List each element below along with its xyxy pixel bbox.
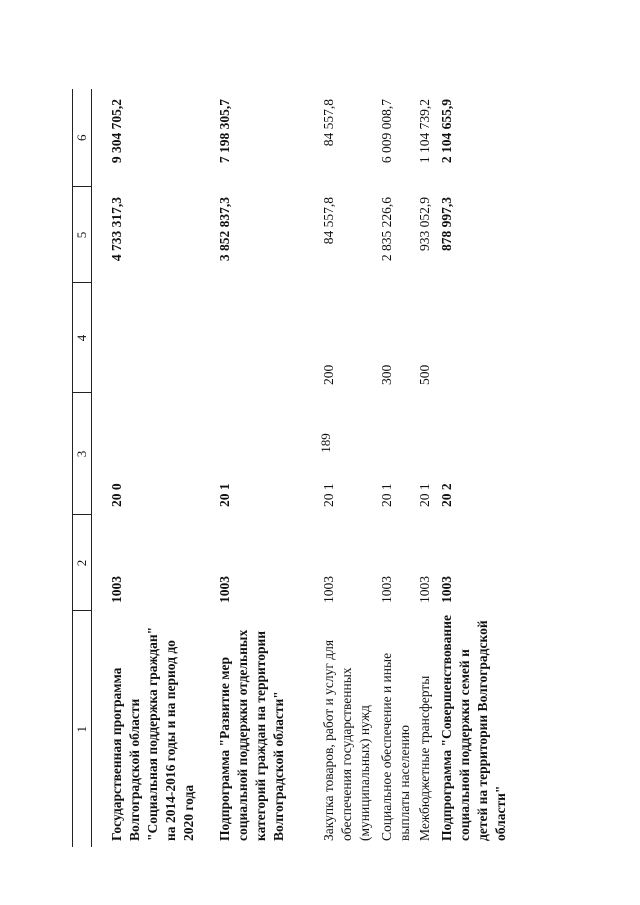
row-section-code: 1003 xyxy=(379,576,394,603)
table-header-row xyxy=(73,89,92,847)
row-name: Закупка товаров, работ и услуг для обеспечения государственных (муниципальных) нужд xyxy=(321,639,372,841)
row-value-2015: 3 852 837,3 xyxy=(217,197,232,262)
row-expense-type: 200 xyxy=(321,364,336,385)
row-section-code: 1003 xyxy=(417,576,432,603)
row-program-code: 20 1 xyxy=(321,483,336,507)
column-header: 6 xyxy=(73,89,92,187)
row-name: Социальное обеспечение и иные выплаты населению xyxy=(379,652,412,841)
table-row xyxy=(378,89,416,847)
row-expense-type xyxy=(92,283,217,393)
row-expense-type: 300 xyxy=(379,364,394,385)
budget-table xyxy=(72,89,548,847)
table-row xyxy=(92,89,217,847)
row-name: Государственная программа Волгоградской области "Социальная поддержка граждан" на 2014-2016 годы и на период до 2020 года xyxy=(109,626,196,841)
row-value-total: 6 009 008,7 xyxy=(379,99,394,164)
row-program-code: 20 1 xyxy=(379,483,394,507)
row-value-total: 84 557,8 xyxy=(321,99,336,147)
table-row xyxy=(416,89,438,847)
row-value-2015: 933 052,9 xyxy=(417,197,432,251)
row-value-2015: 2 835 226,6 xyxy=(379,197,394,262)
row-value-2015: 878 997,3 xyxy=(439,197,454,251)
row-value-total: 7 198 305,7 xyxy=(217,99,232,164)
table-row xyxy=(216,89,320,847)
table-row xyxy=(438,89,548,847)
row-name: Подпрограмма "Развитие мер социальной поддержки отдельных категорий граждан на территории Волгоградской области" xyxy=(217,629,286,841)
row-name: Межбюджетные трансферты xyxy=(417,675,432,841)
row-program-code: 20 2 xyxy=(439,483,454,507)
row-section-code: 1003 xyxy=(109,576,124,603)
row-section-code: 1003 xyxy=(321,576,336,603)
column-header: 1 xyxy=(73,611,92,847)
row-expense-type xyxy=(438,283,548,393)
row-expense-type: 500 xyxy=(417,364,432,385)
row-expense-type xyxy=(216,283,320,393)
row-value-total: 2 104 655,9 xyxy=(439,99,454,164)
row-value-total: 1 104 739,2 xyxy=(417,99,432,164)
row-program-code: 20 1 xyxy=(217,483,232,507)
row-program-code: 20 0 xyxy=(109,483,124,507)
row-program-code: 20 1 xyxy=(417,483,432,507)
column-header: 5 xyxy=(73,187,92,283)
row-section-code: 1003 xyxy=(217,576,232,603)
column-header: 4 xyxy=(73,283,92,393)
budget-table-container xyxy=(72,89,508,847)
row-value-2015: 84 557,8 xyxy=(321,197,336,245)
row-section-code: 1003 xyxy=(439,576,454,603)
page-number: 189 xyxy=(318,433,333,453)
row-name: Подпрограмма "Совершенствование социальной поддержки семей и детей на территории Волгоградской области" xyxy=(439,615,508,841)
row-value-2015: 4 733 317,3 xyxy=(109,197,124,262)
table-row xyxy=(320,89,378,847)
column-header: 2 xyxy=(73,515,92,611)
column-header: 3 xyxy=(73,393,92,515)
row-value-total: 9 304 705,2 xyxy=(109,99,124,164)
